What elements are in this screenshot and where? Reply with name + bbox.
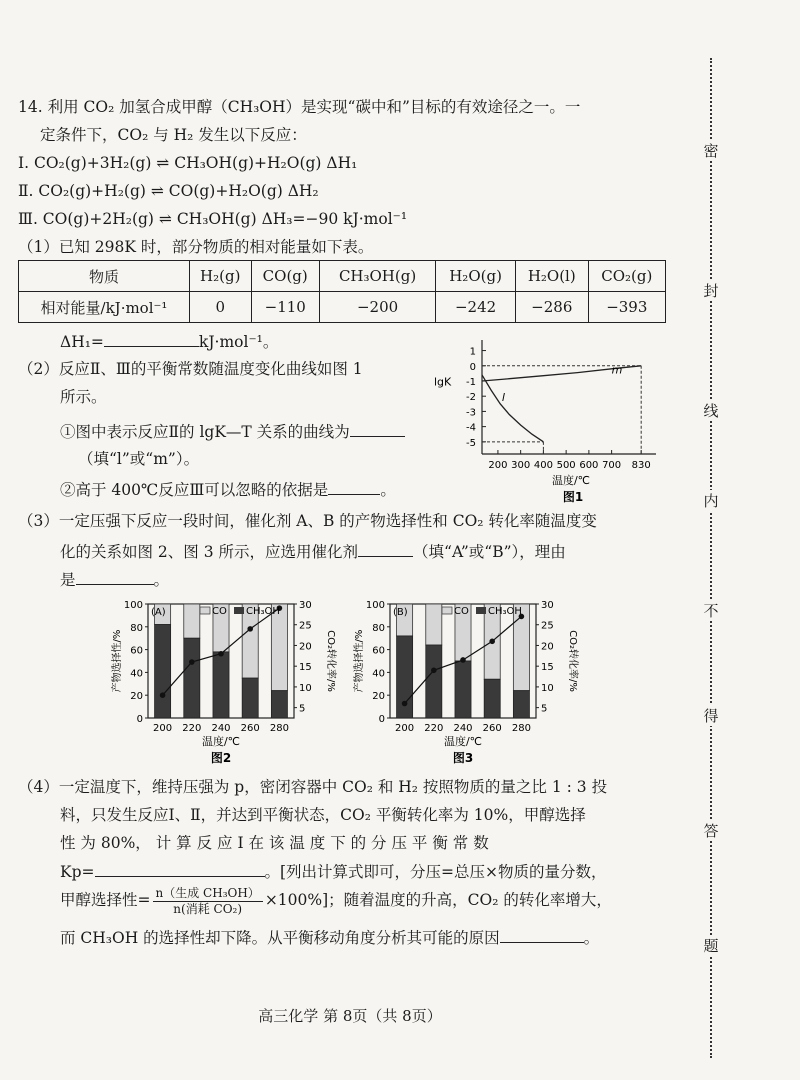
bar-ch3oh bbox=[242, 678, 258, 718]
legend-label-ch3oh: CH₃OH bbox=[246, 606, 280, 617]
curve-answer-blank[interactable] bbox=[350, 420, 405, 437]
x-axis-label: 温度/℃ bbox=[551, 474, 591, 487]
y-tick-label: -5 bbox=[466, 437, 476, 449]
x-tick-label: 600 bbox=[579, 460, 599, 471]
y-tick-label: 20 bbox=[130, 691, 143, 703]
y2-tick-label: 20 bbox=[299, 641, 312, 653]
table-cell: H₂O(l) bbox=[515, 261, 588, 292]
series-label-m: m bbox=[611, 363, 623, 377]
reason-analysis-blank[interactable] bbox=[500, 926, 584, 943]
figure-caption: 图2 bbox=[210, 751, 232, 765]
part2-q2-end: 。 bbox=[380, 481, 396, 499]
bar-ch3oh bbox=[271, 691, 287, 718]
table-cell: 0 bbox=[190, 292, 252, 323]
reaction-3: Ⅲ. CO(g)+2H₂(g) ⇌ CH₃OH(g) ΔH₃=−90 kJ·mol⁻¹ bbox=[18, 210, 408, 228]
legend-swatch-ch3oh bbox=[234, 607, 244, 614]
part3-text-2: （填“A”或“B”），理由 bbox=[413, 543, 566, 561]
catalyst-tag: (A) bbox=[151, 607, 166, 618]
y-tick-label: 100 bbox=[365, 600, 385, 611]
conversion-point bbox=[489, 639, 495, 645]
part3-prompt-c bbox=[60, 568, 710, 591]
part4-prompt-e bbox=[60, 880, 710, 920]
series-label-l: l bbox=[501, 390, 505, 404]
legend-swatch-ch3oh bbox=[476, 607, 486, 614]
legend-swatch-co bbox=[200, 607, 210, 614]
part2-q1-text: ①图中表示反应Ⅱ的 lgK—T 关系的曲线为 bbox=[60, 423, 350, 441]
bar-ch3oh bbox=[184, 638, 200, 718]
x-tick-label: 830 bbox=[631, 460, 651, 471]
x-tick-label: 240 bbox=[211, 723, 231, 734]
table-cell: CO(g) bbox=[251, 261, 319, 292]
part4-prompt-b: 料，只发生反应Ⅰ、Ⅱ，并达到平衡状态，CO₂ 平衡转化率为 10%，甲醇选择 bbox=[60, 806, 586, 824]
selectivity-label: 甲醇选择性= bbox=[60, 891, 151, 909]
bar-ch3oh bbox=[426, 645, 442, 718]
y2-tick-label: 15 bbox=[541, 662, 554, 674]
y-axis-label: 产物选择性/% bbox=[354, 629, 365, 693]
part3-text-3: 是 bbox=[60, 571, 76, 589]
x-tick-label: 300 bbox=[511, 460, 531, 471]
x-tick-label: 220 bbox=[424, 723, 444, 734]
seal-char: 封 bbox=[700, 280, 722, 301]
y2-tick-label: 10 bbox=[541, 682, 554, 694]
part4-text-3: 而 CH₃OH 的选择性却下降。从平衡移动角度分析其可能的原因 bbox=[60, 929, 500, 947]
q14-intro-2: 定条件下，CO₂ 与 H₂ 发生以下反应： bbox=[40, 126, 307, 144]
legend-label-co: CO bbox=[212, 606, 227, 617]
seal-char: 题 bbox=[700, 935, 722, 956]
figure-2-catalyst-a-chart bbox=[108, 590, 338, 765]
y2-tick-label: 30 bbox=[299, 600, 312, 611]
legend-label-co: CO bbox=[454, 606, 469, 617]
part4-text-2: ×100%]；随着温度的升高，CO₂ 的转化率增大， bbox=[264, 891, 612, 909]
part4-prompt-a: （4）一定温度下，维持压强为 p，密闭容器中 CO₂ 和 H₂ 按照物质的量之比 1 : 3 投 bbox=[18, 778, 608, 796]
conversion-point bbox=[431, 668, 437, 674]
x-tick-label: 280 bbox=[511, 723, 531, 734]
x-tick-label: 260 bbox=[240, 723, 260, 734]
table-cell: −242 bbox=[436, 292, 516, 323]
series-line-l bbox=[482, 375, 543, 442]
legend-swatch-co bbox=[442, 607, 452, 614]
y2-tick-label: 25 bbox=[299, 620, 312, 632]
y-tick-label: 60 bbox=[130, 645, 143, 657]
table-cell: 相对能量/kJ·mol⁻¹ bbox=[19, 292, 190, 323]
y-tick-label: 1 bbox=[469, 346, 476, 358]
x-tick-label: 400 bbox=[533, 460, 553, 471]
x-tick-label: 200 bbox=[153, 723, 173, 734]
x-tick-label: 500 bbox=[556, 460, 576, 471]
reaction-1: Ⅰ. CO₂(g)+3H₂(g) ⇌ CH₃OH(g)+H₂O(g) ΔH₁ bbox=[18, 154, 358, 172]
reason-answer-blank[interactable] bbox=[328, 478, 380, 495]
catalyst-tag: (B) bbox=[393, 607, 408, 618]
x-axis-label: 温度/℃ bbox=[443, 735, 483, 748]
dh1-prefix: ΔH₁= bbox=[60, 333, 104, 351]
q14-intro-1: 14. 利用 CO₂ 加氢合成甲醇（CH₃OH）是实现“碳中和”目标的有效途径之一。一 bbox=[18, 98, 581, 116]
part3-prompt-a: （3）一定压强下反应一段时间，催化剂 A、B 的产物选择性和 CO₂ 转化率随温度变 bbox=[18, 512, 597, 530]
y-axis-label: 产物选择性/% bbox=[112, 629, 123, 693]
fraction-denominator: n(消耗 CO₂) bbox=[173, 901, 243, 916]
part2-prompt-a: （2）反应Ⅱ、Ⅲ的平衡常数随温度变化曲线如图 1 bbox=[18, 360, 363, 378]
y-tick-label: -3 bbox=[466, 407, 476, 419]
conversion-point bbox=[247, 626, 253, 632]
part4-prompt-f bbox=[60, 926, 710, 949]
y-tick-label: 40 bbox=[130, 668, 143, 680]
y2-tick-label: 5 bbox=[541, 703, 548, 715]
dh1-suffix: kJ·mol⁻¹。 bbox=[198, 333, 279, 351]
table-cell: CH₃OH(g) bbox=[319, 261, 435, 292]
bar-ch3oh bbox=[484, 679, 500, 718]
bar-ch3oh bbox=[455, 661, 471, 718]
y2-tick-label: 5 bbox=[299, 703, 306, 715]
table-cell: −393 bbox=[588, 292, 665, 323]
part2-q2-text: ②高于 400℃反应Ⅲ可以忽略的依据是 bbox=[60, 481, 329, 499]
fraction-numerator: n（生成 CH₃OH） bbox=[153, 886, 263, 902]
y2-tick-label: 10 bbox=[299, 682, 312, 694]
table-cell: H₂O(g) bbox=[436, 261, 516, 292]
part1-prompt: （1）已知 298K 时，部分物质的相对能量如下表。 bbox=[18, 238, 374, 256]
conversion-point bbox=[189, 659, 195, 665]
seal-char: 答 bbox=[700, 820, 722, 841]
bar-ch3oh bbox=[155, 625, 171, 718]
seal-char: 密 bbox=[700, 140, 722, 161]
reaction-2: Ⅱ. CO₂(g)+H₂(g) ⇌ CO(g)+H₂O(g) ΔH₂ bbox=[18, 182, 319, 200]
y-tick-label: 0 bbox=[378, 714, 385, 725]
part2-prompt-b: 所示。 bbox=[60, 388, 107, 406]
part2-q1-hint: （填“l”或“m”）。 bbox=[78, 450, 200, 468]
figure-1-lgK-chart bbox=[430, 334, 670, 504]
conversion-point bbox=[160, 692, 166, 698]
y-tick-label: 100 bbox=[123, 600, 143, 611]
x-tick-label: 700 bbox=[602, 460, 622, 471]
figure-3-catalyst-b-chart bbox=[350, 590, 580, 765]
conversion-point bbox=[402, 701, 408, 707]
y-tick-label: 80 bbox=[372, 622, 385, 634]
y-tick-label: 80 bbox=[130, 622, 143, 634]
y2-tick-label: 25 bbox=[541, 620, 554, 632]
y2-tick-label: 20 bbox=[541, 641, 554, 653]
x-tick-label: 260 bbox=[482, 723, 502, 734]
x-tick-label: 200 bbox=[395, 723, 415, 734]
y-tick-label: -2 bbox=[466, 392, 476, 404]
x-tick-label: 240 bbox=[453, 723, 473, 734]
energy-table bbox=[18, 260, 666, 323]
kp-label: Kp= bbox=[60, 863, 95, 881]
table-cell: H₂(g) bbox=[190, 261, 252, 292]
page-footer: 高三化学 第 8页（共 8页） bbox=[258, 1007, 442, 1025]
x-tick-label: 280 bbox=[269, 723, 289, 734]
y-axis-label: lgK bbox=[434, 375, 452, 389]
figure-caption: 图3 bbox=[452, 751, 474, 765]
part4-note: 。[列出计算式即可，分压=总压×物质的量分数， bbox=[264, 863, 607, 881]
part4-prompt-c: 性 为 80%， 计 算 反 应 Ⅰ 在 该 温 度 下 的 分 压 平 衡 常 数 bbox=[60, 834, 489, 852]
y2-axis-label: CO₂转化率/% bbox=[325, 630, 336, 692]
bar-co bbox=[426, 604, 442, 645]
x-tick-label: 220 bbox=[182, 723, 202, 734]
kp-answer-blank[interactable] bbox=[95, 860, 265, 877]
table-cell: CO₂(g) bbox=[588, 261, 665, 292]
bar-co bbox=[184, 604, 200, 638]
y2-axis-label: CO₂转化率/% bbox=[567, 630, 578, 692]
y-tick-label: -4 bbox=[466, 422, 476, 434]
table-cell: 物质 bbox=[19, 261, 190, 292]
y-tick-label: 40 bbox=[372, 668, 385, 680]
bar-ch3oh bbox=[213, 652, 229, 718]
legend-label-ch3oh: CH₃OH bbox=[488, 606, 522, 617]
seal-dotted-line bbox=[710, 58, 712, 1058]
table-cell: −200 bbox=[319, 292, 435, 323]
figure-caption: 图1 bbox=[562, 490, 584, 504]
seal-char: 得 bbox=[700, 705, 722, 726]
catalyst-reason-blank[interactable] bbox=[76, 568, 154, 585]
dh1-answer-blank[interactable] bbox=[104, 330, 199, 347]
bar-ch3oh bbox=[513, 691, 529, 718]
seal-char: 不 bbox=[700, 600, 722, 621]
part3-text-4: 。 bbox=[153, 571, 170, 589]
table-row bbox=[19, 292, 666, 323]
y-tick-label: 0 bbox=[136, 714, 143, 725]
table-cell: −286 bbox=[515, 292, 588, 323]
x-axis-label: 温度/℃ bbox=[201, 735, 241, 748]
y-tick-label: 0 bbox=[469, 361, 476, 373]
table-header-row bbox=[19, 261, 666, 292]
seal-char: 内 bbox=[700, 490, 722, 511]
conversion-point bbox=[460, 657, 466, 663]
catalyst-answer-blank[interactable] bbox=[358, 540, 413, 557]
y-tick-label: -1 bbox=[466, 376, 476, 388]
y-tick-label: 60 bbox=[372, 645, 385, 657]
part3-text-1: 化的关系如图 2、图 3 所示，应选用催化剂 bbox=[60, 543, 359, 561]
part3-prompt-b bbox=[60, 540, 710, 563]
y2-tick-label: 30 bbox=[541, 600, 554, 611]
table-cell: −110 bbox=[251, 292, 319, 323]
seal-char: 线 bbox=[700, 400, 722, 421]
part4-text-4: 。 bbox=[583, 929, 600, 947]
y2-tick-label: 15 bbox=[299, 662, 312, 674]
conversion-point bbox=[218, 651, 224, 657]
x-tick-label: 200 bbox=[488, 460, 508, 471]
y-tick-label: 20 bbox=[372, 691, 385, 703]
selectivity-fraction bbox=[153, 886, 263, 917]
